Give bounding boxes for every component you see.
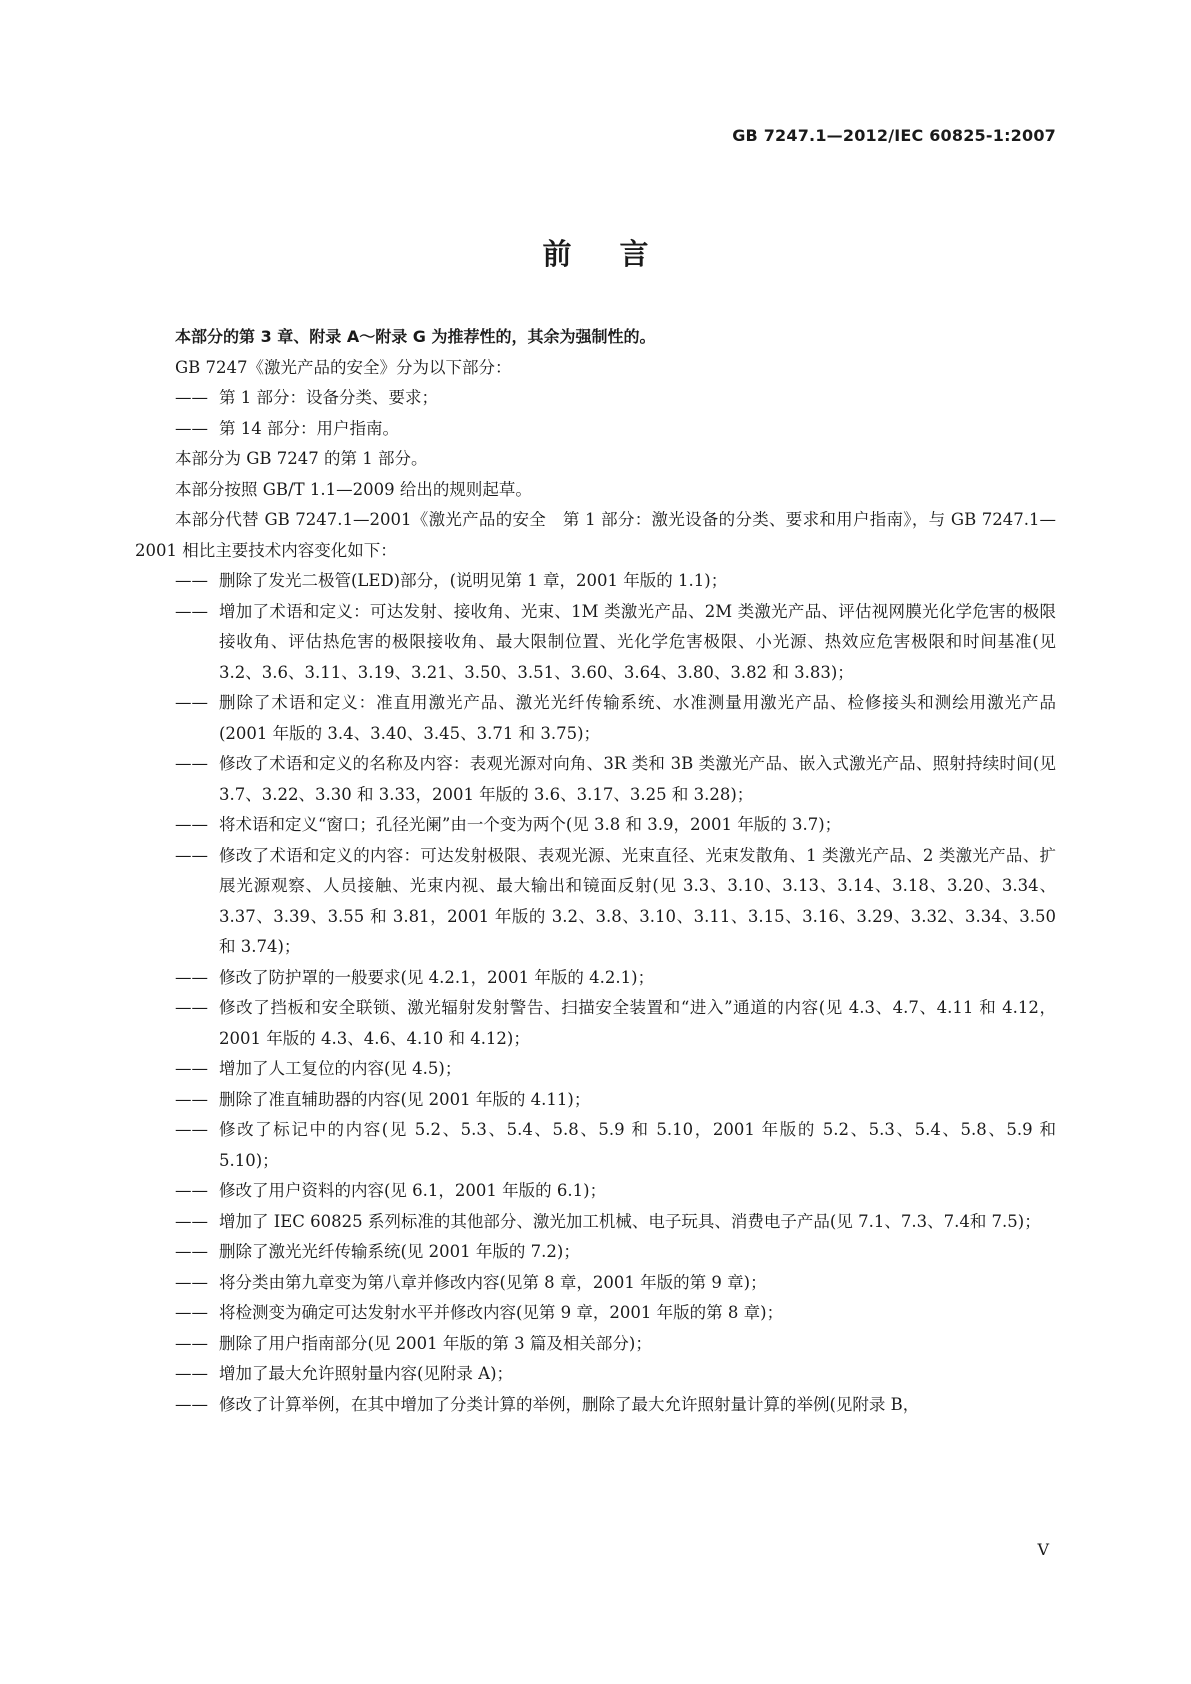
change-item xyxy=(135,566,1056,597)
list-item-text: 删除了术语和定义：准直用激光产品、激光光纤传输系统、水准测量用激光产品、检修接头和测绘用激光产品(2001 年版的 3.4、3.40、3.45、3.71 和 3.75)； xyxy=(219,693,1056,743)
dash-marker: —— xyxy=(175,1364,208,1383)
list-item-text: 修改了挡板和安全联锁、激光辐射发射警告、扫描安全装置和“进入”通道的内容(见 4.3、4.7、4.11 和 4.12，2001 年版的 4.3、4.6、4.10 和 4.12)； xyxy=(219,998,1056,1048)
change-item xyxy=(135,963,1056,994)
change-item xyxy=(135,1390,1056,1421)
dash-marker: —— xyxy=(175,815,208,834)
change-item xyxy=(135,1237,1056,1268)
change-item xyxy=(135,1054,1056,1085)
dash-marker: —— xyxy=(175,1242,208,1261)
dash-marker: —— xyxy=(175,967,208,987)
dash-marker: —— xyxy=(175,998,208,1017)
list-item-text: 增加了最大允许照射量内容(见附录 A)； xyxy=(219,1364,514,1383)
change-item xyxy=(135,1085,1056,1116)
list-item-text: 修改了防护罩的一般要求(见 4.2.1，2001 年版的 4.2.1)； xyxy=(219,967,655,987)
change-item xyxy=(135,688,1056,749)
list-item-text: 第 1 部分：设备分类、要求； xyxy=(219,388,438,407)
normative-statement: 本部分的第 3 章、附录 A～附录 G 为推荐性的，其余为强制性的。 xyxy=(175,327,656,346)
list-item-text: 增加了 IEC 60825 系列标准的其他部分、激光加工机械、电子玩具、消费电子产品(见 7.1、7.3、7.4和 7.5)； xyxy=(219,1211,1041,1231)
paragraph: 本部分为 GB 7247 的第 1 部分。 xyxy=(175,449,428,468)
list-item-text: 删除了发光二极管(LED)部分，(说明见第 1 章，2001 年版的 1.1)； xyxy=(219,571,728,590)
change-item xyxy=(135,810,1056,841)
page-number: V xyxy=(1037,1540,1049,1559)
parts-list-item xyxy=(135,383,1056,414)
dash-marker: —— xyxy=(175,1272,208,1292)
dash-marker: —— xyxy=(175,601,208,621)
dash-marker: —— xyxy=(175,1120,208,1139)
dash-marker: —— xyxy=(175,1303,208,1322)
paragraph: GB 7247《激光产品的安全》分为以下部分： xyxy=(175,357,512,377)
list-item-text: 修改了术语和定义的内容：可达发射极限、表观光源、光束直径、光束发散角、1 类激光产品、2 类激光产品、扩展光源观察、人员接触、光束内视、最大输出和镜面反射(见 3.3、3.10、3.13、3.14、3.18、3.20、3.34、3.37、3.39、3.55 和 3.81，2001 年版的 3.2、3.8、3.10、3.11、3.15、3.16、3.29、3.32、3.34、3.50 和 3.74)； xyxy=(219,845,1056,956)
dash-marker: —— xyxy=(175,845,208,865)
document-body xyxy=(135,322,1056,1420)
change-item xyxy=(135,841,1056,963)
paragraph: 本部分代替 GB 7247.1—2001《激光产品的安全 第 1 部分：激光设备的分类、要求和用户指南》，与 GB 7247.1—2001 相比主要技术内容变化如下： xyxy=(135,510,1056,560)
change-item xyxy=(135,1115,1056,1176)
dash-marker: —— xyxy=(175,1059,208,1078)
dash-marker: —— xyxy=(175,693,208,712)
dash-marker: —— xyxy=(175,571,208,590)
dash-marker: —— xyxy=(175,418,208,438)
list-item-text: 修改了术语和定义的名称及内容：表观光源对向角、3R 类和 3B 类激光产品、嵌入式激光产品、照射持续时间(见 3.7、3.22、3.30 和 3.33，2001 年版的 3.6、3.17、3.25 和 3.28)； xyxy=(219,754,1056,804)
change-item xyxy=(135,993,1056,1054)
parts-list-item xyxy=(135,414,1056,445)
list-item-text: 将分类由第九章变为第八章并修改内容(见第 8 章，2001 年版的第 9 章)； xyxy=(219,1272,767,1292)
list-item-text: 删除了准直辅助器的内容(见 2001 年版的 4.11)； xyxy=(219,1089,591,1109)
change-item xyxy=(135,1359,1056,1390)
paragraph: 本部分按照 GB/T 1.1—2009 给出的规则起草。 xyxy=(175,479,532,499)
change-item xyxy=(135,1298,1056,1329)
change-item xyxy=(135,1329,1056,1360)
list-item-text: 修改了标记中的内容(见 5.2、5.3、5.4、5.8、5.9 和 5.10，2001 年版的 5.2、5.3、5.4、5.8、5.9 和 5.10)； xyxy=(219,1120,1056,1170)
change-item xyxy=(135,1207,1056,1238)
dash-marker: —— xyxy=(175,1211,208,1231)
list-item-text: 删除了用户指南部分(见 2001 年版的第 3 篇及相关部分)； xyxy=(219,1333,652,1353)
list-item-text: 删除了激光光纤传输系统(见 2001 年版的 7.2)； xyxy=(219,1242,580,1261)
change-item xyxy=(135,1268,1056,1299)
change-item xyxy=(135,1176,1056,1207)
page-title: 前言 xyxy=(542,237,697,271)
standard-number: GB 7247.1—2012/IEC 60825-1:2007 xyxy=(732,126,1056,145)
list-item-text: 将检测变为确定可达发射水平并修改内容(见第 9 章，2001 年版的第 8 章)； xyxy=(219,1303,784,1322)
change-item xyxy=(135,749,1056,810)
list-item-text: 将术语和定义“窗口；孔径光阑”由一个变为两个(见 3.8 和 3.9，2001 年版的 3.7)； xyxy=(219,815,842,834)
dash-marker: —— xyxy=(175,388,208,407)
dash-marker: —— xyxy=(175,754,208,773)
dash-marker: —— xyxy=(175,1089,208,1109)
list-item-text: 修改了计算举例，在其中增加了分类计算的举例，删除了最大允许照射量计算的举例(见附录 B， xyxy=(219,1394,920,1414)
change-item xyxy=(135,597,1056,689)
dash-marker: —— xyxy=(175,1333,208,1353)
dash-marker: —— xyxy=(175,1181,208,1200)
list-item-text: 增加了术语和定义：可达发射、接收角、光束、1M 类激光产品、2M 类激光产品、评估视网膜光化学危害的极限接收角、评估热危害的极限接收角、最大限制位置、光化学危害极限、小光源、热效应危害极限和时间基准(见 3.2、3.6、3.11、3.19、3.21、3.50、3.51、3.60、3.64、3.80、3.82 和 3.83)； xyxy=(219,601,1056,682)
list-item-text: 第 14 部分：用户指南。 xyxy=(219,418,399,438)
list-item-text: 增加了人工复位的内容(见 4.5)； xyxy=(219,1059,462,1078)
dash-marker: —— xyxy=(175,1394,208,1414)
list-item-text: 修改了用户资料的内容(见 6.1，2001 年版的 6.1)； xyxy=(219,1181,607,1200)
